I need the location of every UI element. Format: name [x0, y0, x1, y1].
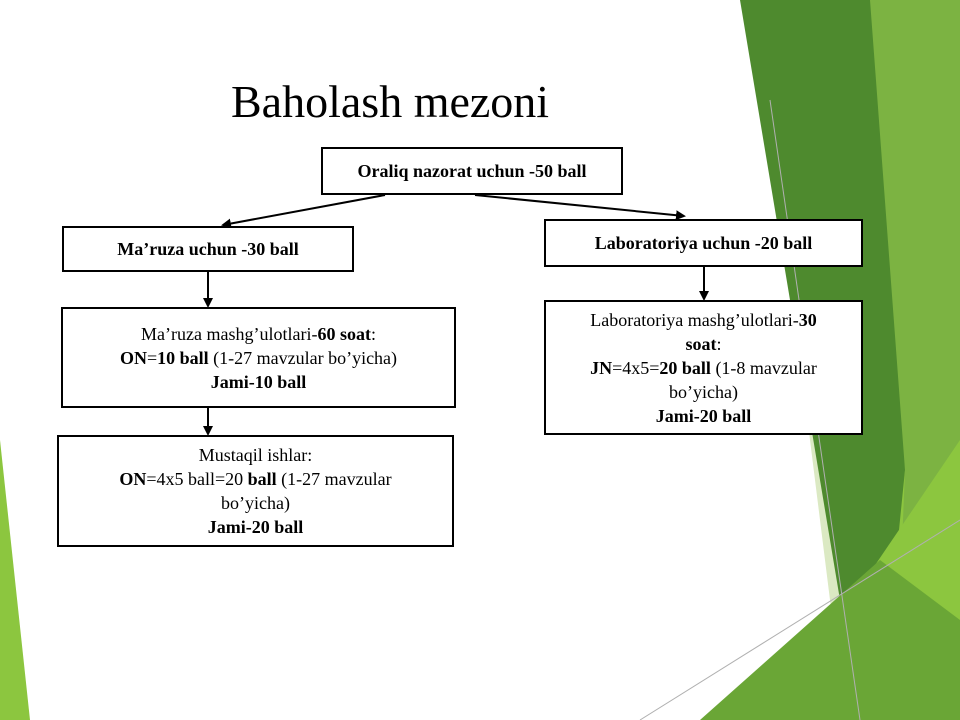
lab-detail-line-4: bo’yicha) — [669, 381, 738, 402]
box-lecture-text: Ma’ruza uchun -30 ball — [117, 239, 299, 259]
box-lecture — [62, 226, 354, 272]
independent-line-2: ON=4x5 ball=20 ball (1-27 mavzular — [119, 469, 392, 489]
box-lecture-detail — [61, 307, 456, 408]
lecture-detail-line-2: ON=10 ball (1-27 mavzular bo’yicha) — [119, 347, 398, 368]
independent-line-1: Mustaqil ishlar: — [198, 445, 313, 465]
box-lab-detail — [544, 300, 863, 435]
box-midterm-total — [321, 147, 623, 195]
independent-line-3: bo’yicha) — [221, 493, 290, 513]
box-lab-text: Laboratoriya uchun -20 ball — [594, 233, 813, 253]
lab-detail-line-5: Jami-20 ball — [655, 405, 752, 426]
lab-detail-line-2: soat: — [685, 333, 722, 354]
lecture-detail-line-1: Ma’ruza mashg’ulotlari-60 soat: — [141, 323, 376, 344]
slide-title: Baholash mezoni — [231, 76, 550, 127]
independent-line-4: Jami-20 ball — [207, 517, 304, 537]
box-lab — [544, 219, 863, 267]
box-independent-work — [57, 435, 454, 547]
lab-detail-line-1: Laboratoriya mashg’ulotlari-30 — [590, 309, 817, 330]
lecture-detail-line-3: Jami-10 ball — [210, 371, 307, 392]
box-midterm-total-text: Oraliq nazorat uchun -50 ball — [357, 161, 587, 181]
left-green-stripe — [0, 440, 30, 720]
lab-detail-line-3: JN=4x5=20 ball (1-8 mavzular — [590, 357, 817, 378]
